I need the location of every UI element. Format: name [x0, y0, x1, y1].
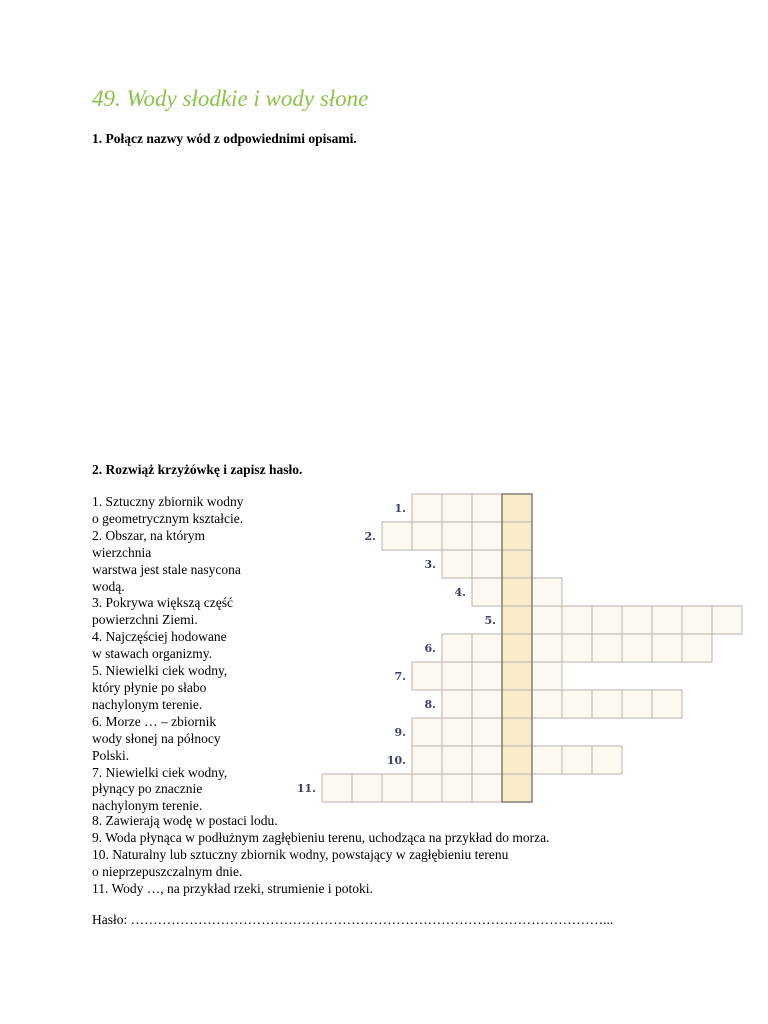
crossword-key-cell[interactable] — [502, 634, 532, 662]
crossword-cell[interactable] — [532, 634, 562, 662]
answer-line[interactable]: Hasło: ……………………………………………………………………………………………... — [92, 912, 614, 927]
crossword-key-cell[interactable] — [502, 578, 532, 606]
crossword-cell[interactable] — [412, 746, 442, 774]
crossword-row-5 — [485, 606, 742, 634]
crossword-cell[interactable] — [472, 550, 502, 578]
crossword-cell[interactable] — [562, 634, 592, 662]
crossword-clue-number: 1. — [394, 502, 406, 515]
crossword-clue-number: 8. — [424, 698, 436, 711]
crossword-cell[interactable] — [532, 578, 562, 606]
crossword-cell[interactable] — [442, 550, 472, 578]
crossword-cell[interactable] — [532, 690, 562, 718]
crossword-cell[interactable] — [472, 494, 502, 522]
crossword-cell[interactable] — [532, 746, 562, 774]
clue-line: nachylonym terenie. — [92, 696, 203, 712]
crossword-cell[interactable] — [472, 634, 502, 662]
crossword-row-8 — [425, 690, 682, 718]
clue-line: w stawach organizmy. — [92, 646, 212, 662]
crossword-cell[interactable] — [322, 774, 352, 802]
clue-line: 2. Obszar, na którym — [92, 527, 206, 543]
crossword-row-9 — [395, 718, 532, 746]
crossword-cell[interactable] — [622, 606, 652, 634]
crossword-cell[interactable] — [472, 746, 502, 774]
crossword-key-cell[interactable] — [502, 606, 532, 634]
crossword-row-4 — [455, 578, 562, 606]
crossword-cell[interactable] — [472, 522, 502, 550]
worksheet-title: 49. Wody słodkie i wody słone — [92, 86, 369, 111]
crossword-cell[interactable] — [652, 634, 682, 662]
crossword-key-cell[interactable] — [502, 718, 532, 746]
crossword-cell[interactable] — [412, 662, 442, 690]
crossword-cell[interactable] — [442, 718, 472, 746]
crossword-clue-number: 4. — [454, 586, 466, 599]
crossword-row-6 — [425, 634, 712, 662]
crossword-cell[interactable] — [652, 690, 682, 718]
crossword-cell[interactable] — [472, 774, 502, 802]
clue-line: warstwa jest stale nasycona — [92, 561, 241, 577]
crossword-row-10 — [387, 746, 622, 774]
crossword-row-3 — [425, 550, 532, 578]
crossword-key-cell[interactable] — [502, 550, 532, 578]
crossword-cell[interactable] — [562, 690, 592, 718]
crossword-clue-number: 10. — [386, 754, 406, 767]
crossword-row-1 — [395, 494, 532, 522]
crossword-cell[interactable] — [592, 606, 622, 634]
crossword-cell[interactable] — [562, 606, 592, 634]
clue-line: 6. Morze … – zbiornik — [92, 713, 217, 729]
crossword-cell[interactable] — [532, 662, 562, 690]
crossword-cell[interactable] — [412, 494, 442, 522]
crossword-key-cell[interactable] — [502, 746, 532, 774]
crossword-cell[interactable] — [442, 634, 472, 662]
crossword-clue-number: 3. — [424, 558, 436, 571]
crossword-clue-number: 7. — [394, 670, 406, 683]
clue-line: 8. Zawierają wodę w postaci lodu. — [92, 813, 278, 828]
crossword-cell[interactable] — [592, 746, 622, 774]
crossword-cell[interactable] — [592, 634, 622, 662]
crossword-cell[interactable] — [442, 690, 472, 718]
crossword-row-11 — [297, 774, 532, 802]
crossword-clue-number: 2. — [364, 530, 376, 543]
clue-line: wierzchnia — [92, 544, 152, 560]
clue-line: o nieprzepuszczalnym dnie. — [92, 863, 243, 879]
crossword-row-7 — [395, 662, 562, 690]
crossword-cell[interactable] — [412, 522, 442, 550]
clue-line: o geometrycznym kształcie. — [92, 510, 244, 526]
clue-line: wodą. — [92, 578, 125, 594]
clue-line: płynący po znacznie — [92, 781, 203, 797]
crossword-cell[interactable] — [682, 634, 712, 662]
clue-line: wody słonej na północy — [92, 730, 221, 746]
crossword-cell[interactable] — [592, 690, 622, 718]
clue-line: 7. Niewielki ciek wodny, — [92, 764, 228, 780]
clue-line: 9. Woda płynąca w podłużnym zagłębieniu terenu, uchodząca na przykład do morza. — [92, 829, 550, 845]
clue-line: nachylonym terenie. — [92, 798, 203, 814]
clue-line: 11. Wody …, na przykład rzeki, strumienie i potoki. — [92, 880, 373, 896]
crossword-cell[interactable] — [532, 606, 562, 634]
crossword-clue-number: 6. — [424, 642, 436, 655]
crossword-cell[interactable] — [562, 746, 592, 774]
crossword-cell[interactable] — [472, 578, 502, 606]
crossword-key-cell[interactable] — [502, 522, 532, 550]
crossword-cell[interactable] — [442, 522, 472, 550]
crossword-key-cell[interactable] — [502, 774, 532, 802]
clue-line: 10. Naturalny lub sztuczny zbiornik wodny, powstający w zagłębieniu terenu — [92, 846, 509, 862]
crossword-cell[interactable] — [472, 662, 502, 690]
crossword-cell[interactable] — [622, 690, 652, 718]
crossword-clue-number: 11. — [296, 782, 316, 795]
crossword-cell[interactable] — [712, 606, 742, 634]
crossword-cell[interactable] — [622, 634, 652, 662]
task-1-heading: 1. Połącz nazwy wód z odpowiednimi opisami. — [92, 131, 357, 146]
task-2-heading: 2. Rozwiąż krzyżówkę i zapisz hasło. — [92, 462, 303, 477]
crossword-cell[interactable] — [442, 494, 472, 522]
crossword-clue-number: 5. — [484, 614, 496, 627]
clue-line: 5. Niewielki ciek wodny, — [92, 663, 228, 679]
crossword-cell[interactable] — [352, 774, 382, 802]
crossword-cell[interactable] — [472, 718, 502, 746]
crossword-cell[interactable] — [682, 606, 712, 634]
clue-line: który płynie po słabo — [92, 679, 207, 695]
crossword-cell[interactable] — [412, 774, 442, 802]
crossword-cell[interactable] — [412, 718, 442, 746]
clues-bottom-list — [92, 813, 550, 898]
crossword-cell[interactable] — [442, 662, 472, 690]
crossword-key-cell[interactable] — [502, 494, 532, 522]
crossword-cell[interactable] — [382, 522, 412, 550]
crossword-cell[interactable] — [442, 774, 472, 802]
crossword-clue-number: 9. — [394, 726, 406, 739]
clue-line: Polski. — [92, 747, 130, 763]
crossword-key-cell[interactable] — [502, 690, 532, 718]
clue-line: powierzchni Ziemi. — [92, 612, 198, 628]
crossword-cell[interactable] — [382, 774, 412, 802]
clue-line: 4. Najczęściej hodowane — [92, 629, 227, 645]
crossword-cell[interactable] — [472, 690, 502, 718]
clue-line: 1. Sztuczny zbiornik wodny — [92, 494, 244, 509]
clue-line: 3. Pokrywa większą część — [92, 595, 233, 611]
crossword-key-cell[interactable] — [502, 662, 532, 690]
crossword-row-2 — [365, 522, 532, 550]
crossword-cell[interactable] — [652, 606, 682, 634]
crossword-cell[interactable] — [442, 746, 472, 774]
